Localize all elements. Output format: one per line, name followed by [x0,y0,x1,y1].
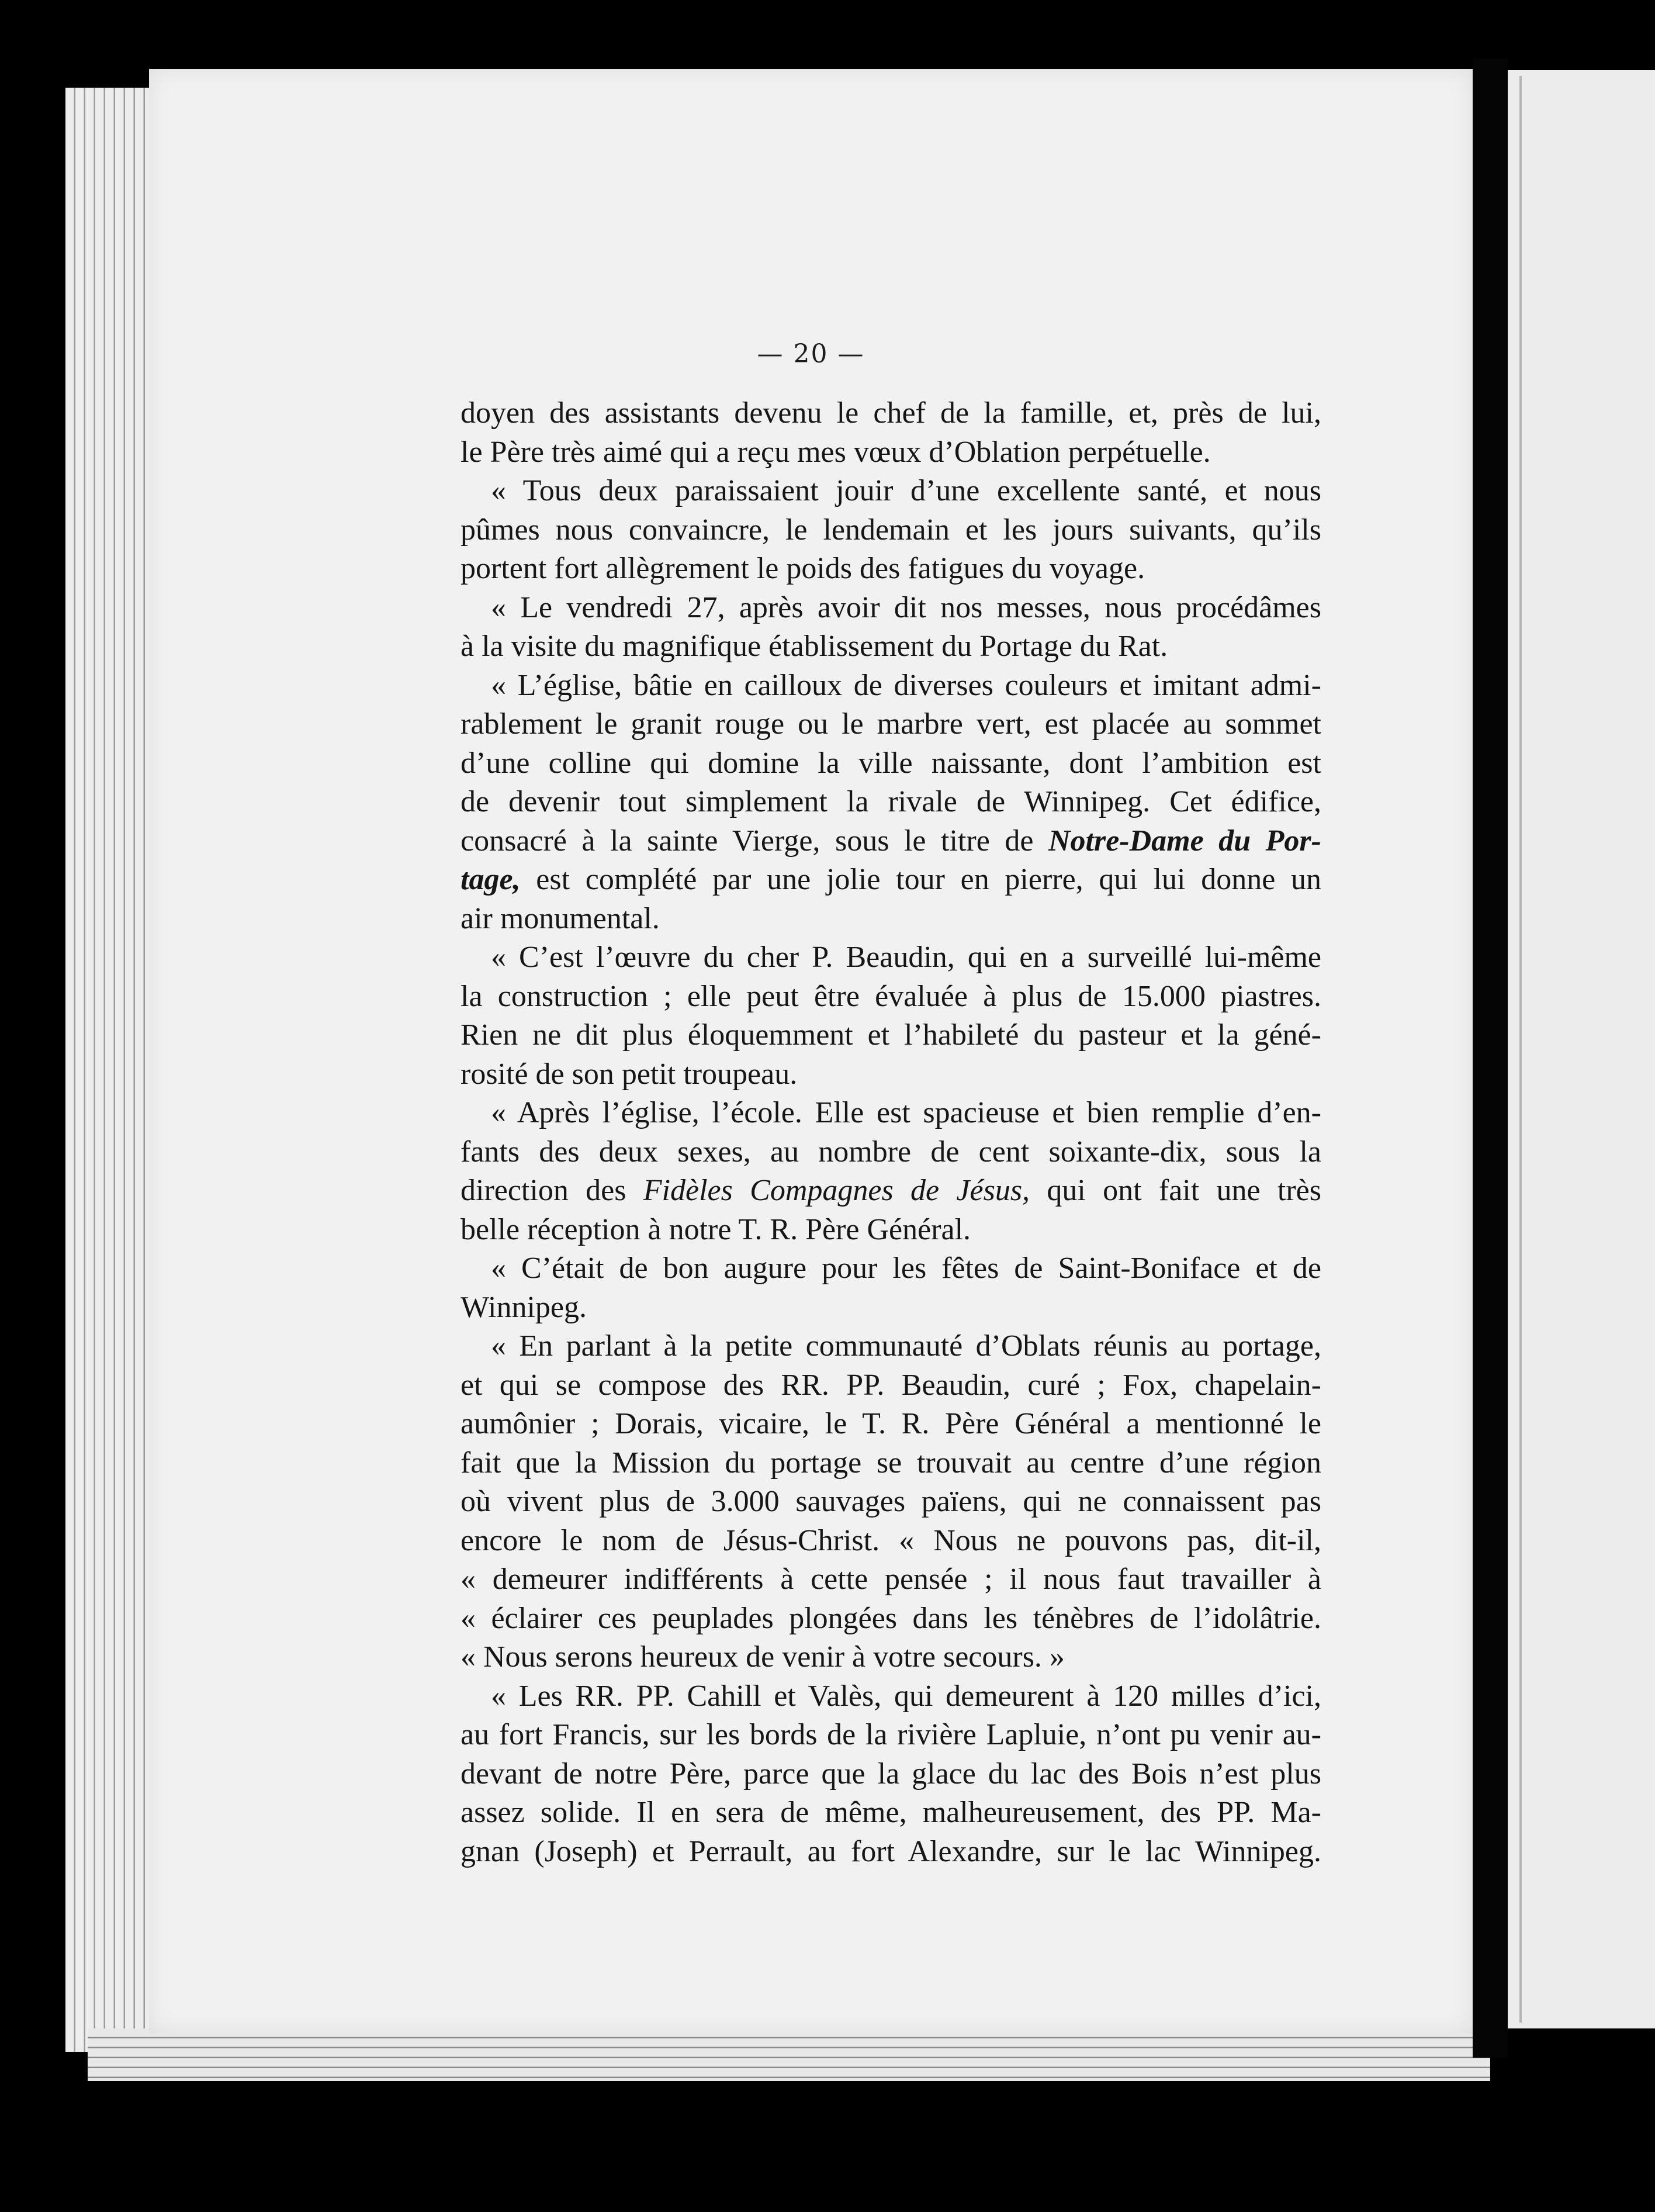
text-line [461,666,1321,706]
text-segment: « Le vendredi 27, après avoir dit nos messes, nous procédâmes [491,590,1321,624]
text-line [461,744,1321,783]
page-edges-bottom [88,2028,1490,2081]
text-segment: fants des deux sexes, au nombre de cent soixante-dix, sous la [461,1135,1321,1169]
text-line [461,433,1321,472]
text-line [461,1482,1321,1522]
text-segment: portent fort allègrement le poids des fatigues du voyage. [461,552,1145,585]
body-text [461,394,1321,1871]
text-line [461,860,1321,900]
text-line [461,1677,1321,1716]
text-line [461,822,1321,861]
text-line [461,1716,1321,1755]
text-segment: air monumental. [461,901,660,935]
page-number: — 20 — [757,339,865,369]
text-segment: gnan (Joseph) et Perrault, au fort Alexandre, sur le lac Winnipeg. [461,1834,1321,1868]
text-segment: le Père très aimé qui a reçu mes vœux d’Oblation perpétuelle. [461,435,1211,469]
text-line [461,1599,1321,1639]
text-segment: direction des [461,1174,643,1207]
text-line [461,1327,1321,1366]
text-line [461,1755,1321,1794]
text-line [461,589,1321,628]
text-segment: devant de notre Père, parce que la glace du lac des Bois n’est plus [461,1757,1321,1791]
text-segment: et qui se compose des RR. PP. Beaudin, curé ; Fox, chapelain- [461,1368,1321,1402]
text-line [461,394,1321,433]
text-segment: « demeurer indifférents à cette pensée ; il nous faut travailler à [461,1563,1321,1596]
text-line [461,1094,1321,1133]
facing-page-rule [1519,76,1522,2023]
text-segment: « éclairer ces peuplades plongées dans les ténèbres de l’idolâtrie. [461,1601,1321,1635]
text-line [461,1522,1321,1561]
text-segment: « C’était de bon augure pour les fêtes de Saint-Boniface et de [491,1252,1321,1285]
text-line [461,1366,1321,1405]
text-segment: encore le nom de Jésus-Christ. « Nous ne pouvons pas, dit-il, [461,1523,1321,1557]
emphasized-text: Notre-Dame du Por- [1048,824,1321,858]
facing-page-edge [1508,70,1655,2028]
text-segment: « Tous deux paraissaient jouir d’une excellente santé, et nous [491,474,1321,507]
text-segment: est complété par une jolie tour en pierre, qui lui donne un [520,863,1321,896]
text-segment: « Les RR. PP. Cahill et Valès, qui demeurent à 120 milles d’ici, [491,1679,1321,1713]
text-segment: rablement le granit rouge ou le marbre vert, est placée au sommet [461,707,1321,741]
text-segment: consacré à la sainte Vierge, sous le titre de [461,824,1048,858]
text-segment: à la visite du magnifique établissement du Portage du Rat. [461,630,1168,663]
text-line [461,1171,1321,1211]
text-segment: « L’église, bâtie en cailloux de diverses couleurs et imitant admi- [491,668,1321,702]
text-segment: assez solide. Il en sera de même, malheureusement, des PP. Ma- [461,1796,1321,1829]
text-line [461,1793,1321,1833]
emphasized-text: tage, [461,863,521,896]
text-line [461,1560,1321,1599]
text-line [461,977,1321,1017]
text-segment: pûmes nous convaincre, le lendemain et les jours suivants, qu’ils [461,513,1321,547]
text-segment: « Nous serons heureux de venir à votre secours. » [461,1640,1065,1674]
text-line [461,1249,1321,1288]
text-line [461,472,1321,511]
text-segment: « En parlant à la petite communauté d’Oblats réunis au portage, [491,1329,1321,1363]
text-line [461,1833,1321,1872]
text-segment: belle réception à notre T. R. Père Général. [461,1212,971,1246]
text-segment: fait que la Mission du portage se trouvait au centre d’une région [461,1446,1321,1480]
text-segment: Rien ne dit plus éloquemment et l’habileté du pasteur et la géné- [461,1018,1321,1052]
text-segment: d’une colline qui domine la ville naissante, dont l’ambition est [461,746,1321,780]
text-line [461,1016,1321,1055]
text-line [461,938,1321,977]
text-segment: au fort Francis, sur les bords de la rivière Lapluie, n’ont pu venir au- [461,1718,1321,1751]
text-line [461,1405,1321,1444]
text-line [461,1288,1321,1328]
text-line [461,627,1321,666]
text-line [461,1211,1321,1250]
text-segment: où vivent plus de 3.000 sauvages païens, qui ne connaissent pas [461,1485,1321,1518]
text-segment: aumônier ; Dorais, vicaire, le T. R. Père Général a mentionné le [461,1407,1321,1440]
text-line [461,1444,1321,1483]
emphasized-text: Fidèles Compagnes de Jésus, [643,1174,1030,1207]
text-segment: Winnipeg. [461,1290,587,1324]
text-segment: doyen des assistants devenu le chef de la famille, et, près de lui, [461,396,1321,430]
text-segment: rosité de son petit troupeau. [461,1057,798,1091]
page-edges-left [65,88,153,2052]
text-line [461,549,1321,589]
text-line [461,900,1321,939]
text-line [461,1055,1321,1094]
text-line [461,705,1321,744]
text-segment: qui ont fait une très [1030,1174,1321,1207]
text-segment: « Après l’église, l’école. Elle est spacieuse et bien remplie d’en- [491,1096,1321,1129]
text-line [461,1638,1321,1677]
text-line [461,1133,1321,1172]
text-segment: la construction ; elle peut être évaluée à plus de 15.000 piastres. [461,979,1321,1013]
text-line [461,783,1321,822]
book-gutter [1473,58,1508,2058]
text-segment: de devenir tout simplement la rivale de Winnipeg. Cet édifice, [461,785,1321,818]
text-segment: « C’est l’œuvre du cher P. Beaudin, qui en a surveillé lui-même [491,941,1321,974]
text-line [461,511,1321,550]
